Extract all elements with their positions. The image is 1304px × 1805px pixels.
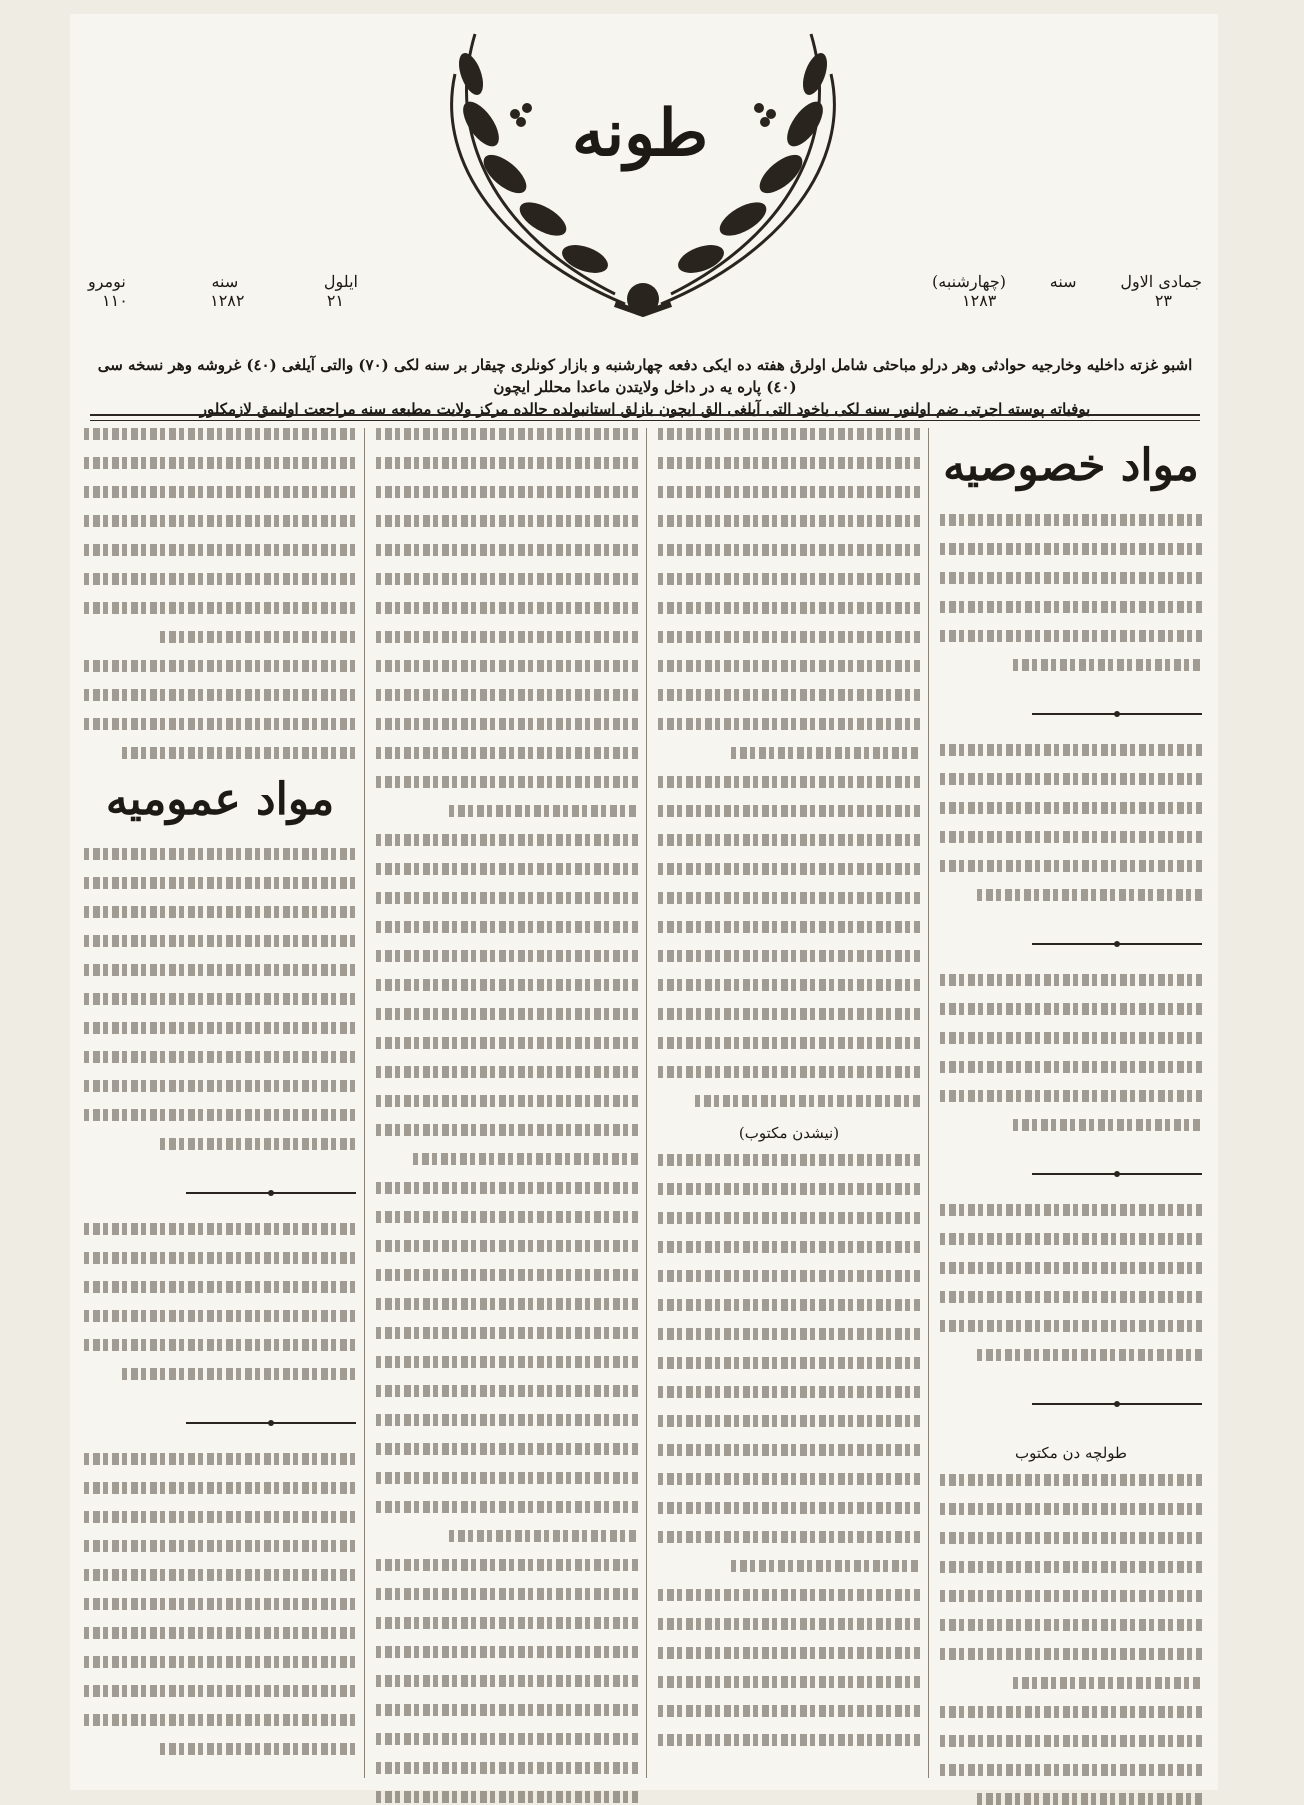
section-subheading: طولچه دن مکتوب bbox=[1015, 1444, 1127, 1463]
column-4 bbox=[84, 428, 356, 1778]
column-divider bbox=[364, 428, 365, 1778]
issue-date-left bbox=[88, 272, 358, 310]
month-label: ایلول bbox=[323, 272, 358, 291]
day-value: ٢١ bbox=[326, 291, 344, 310]
ornamental-divider bbox=[1032, 940, 1202, 948]
issue-number-label: نومرو bbox=[88, 272, 126, 291]
year-label: سنه bbox=[1049, 272, 1077, 291]
section-heading-general: مواد عمومیه bbox=[105, 774, 335, 825]
issue-number-value: ١١٠ bbox=[102, 291, 128, 310]
ornamental-divider bbox=[186, 1419, 356, 1427]
column-1 bbox=[940, 428, 1202, 1778]
ornamental-divider bbox=[1032, 1170, 1202, 1178]
month-label: جمادی الاول bbox=[1120, 272, 1202, 291]
newspaper-page bbox=[70, 14, 1218, 1790]
column-3 bbox=[376, 428, 638, 1778]
header-rule bbox=[90, 414, 1200, 416]
ornamental-divider bbox=[1032, 710, 1202, 718]
section-subheading: (نیشدن مکتوب) bbox=[738, 1124, 840, 1142]
column-2 bbox=[658, 428, 920, 1778]
year-value: ١٢٨٢ bbox=[210, 291, 245, 310]
year-value: ١٢٨٣ bbox=[962, 291, 997, 310]
masthead bbox=[70, 14, 1218, 334]
ornamental-divider bbox=[186, 1189, 356, 1197]
newspaper-title: طونه bbox=[571, 96, 709, 171]
column-divider bbox=[928, 428, 929, 1778]
weekday-label: (چهارشنبه) bbox=[932, 272, 1007, 291]
section-heading-domestic: مواد خصوصیه bbox=[943, 440, 1199, 491]
notice-line-2: بوفیاته پوسته اجرتی ضم اولنور سنه لکی یاخود التی آیلغی الق ایچون بازلق استانبولده حالده مرکز ولایت مطبعه سنه مراجعت اولنمق لازمکلور bbox=[199, 400, 1091, 418]
subscription-notice bbox=[90, 354, 1200, 420]
column-divider bbox=[646, 428, 647, 1778]
notice-line-1: اشبو غزته داخلیه وخارجیه حوادثی وهر درلو مباحثی شامل اولرق هفته ده ایکی دفعه چهارشنبه و بازار کونلری چیقار بر سنه لکی (٧٠) والتی آیلغی (٤٠) غروشه وهر نسخه سی (٤٠) پاره یه در داخل ولایتدن ماعدا محللر ایچون bbox=[97, 356, 1193, 396]
header-rule-thin bbox=[90, 420, 1200, 421]
day-value: ٢٣ bbox=[1154, 291, 1172, 310]
ornamental-divider bbox=[1032, 1400, 1202, 1408]
year-label: سنه bbox=[211, 272, 239, 291]
issue-date-right bbox=[932, 272, 1202, 310]
